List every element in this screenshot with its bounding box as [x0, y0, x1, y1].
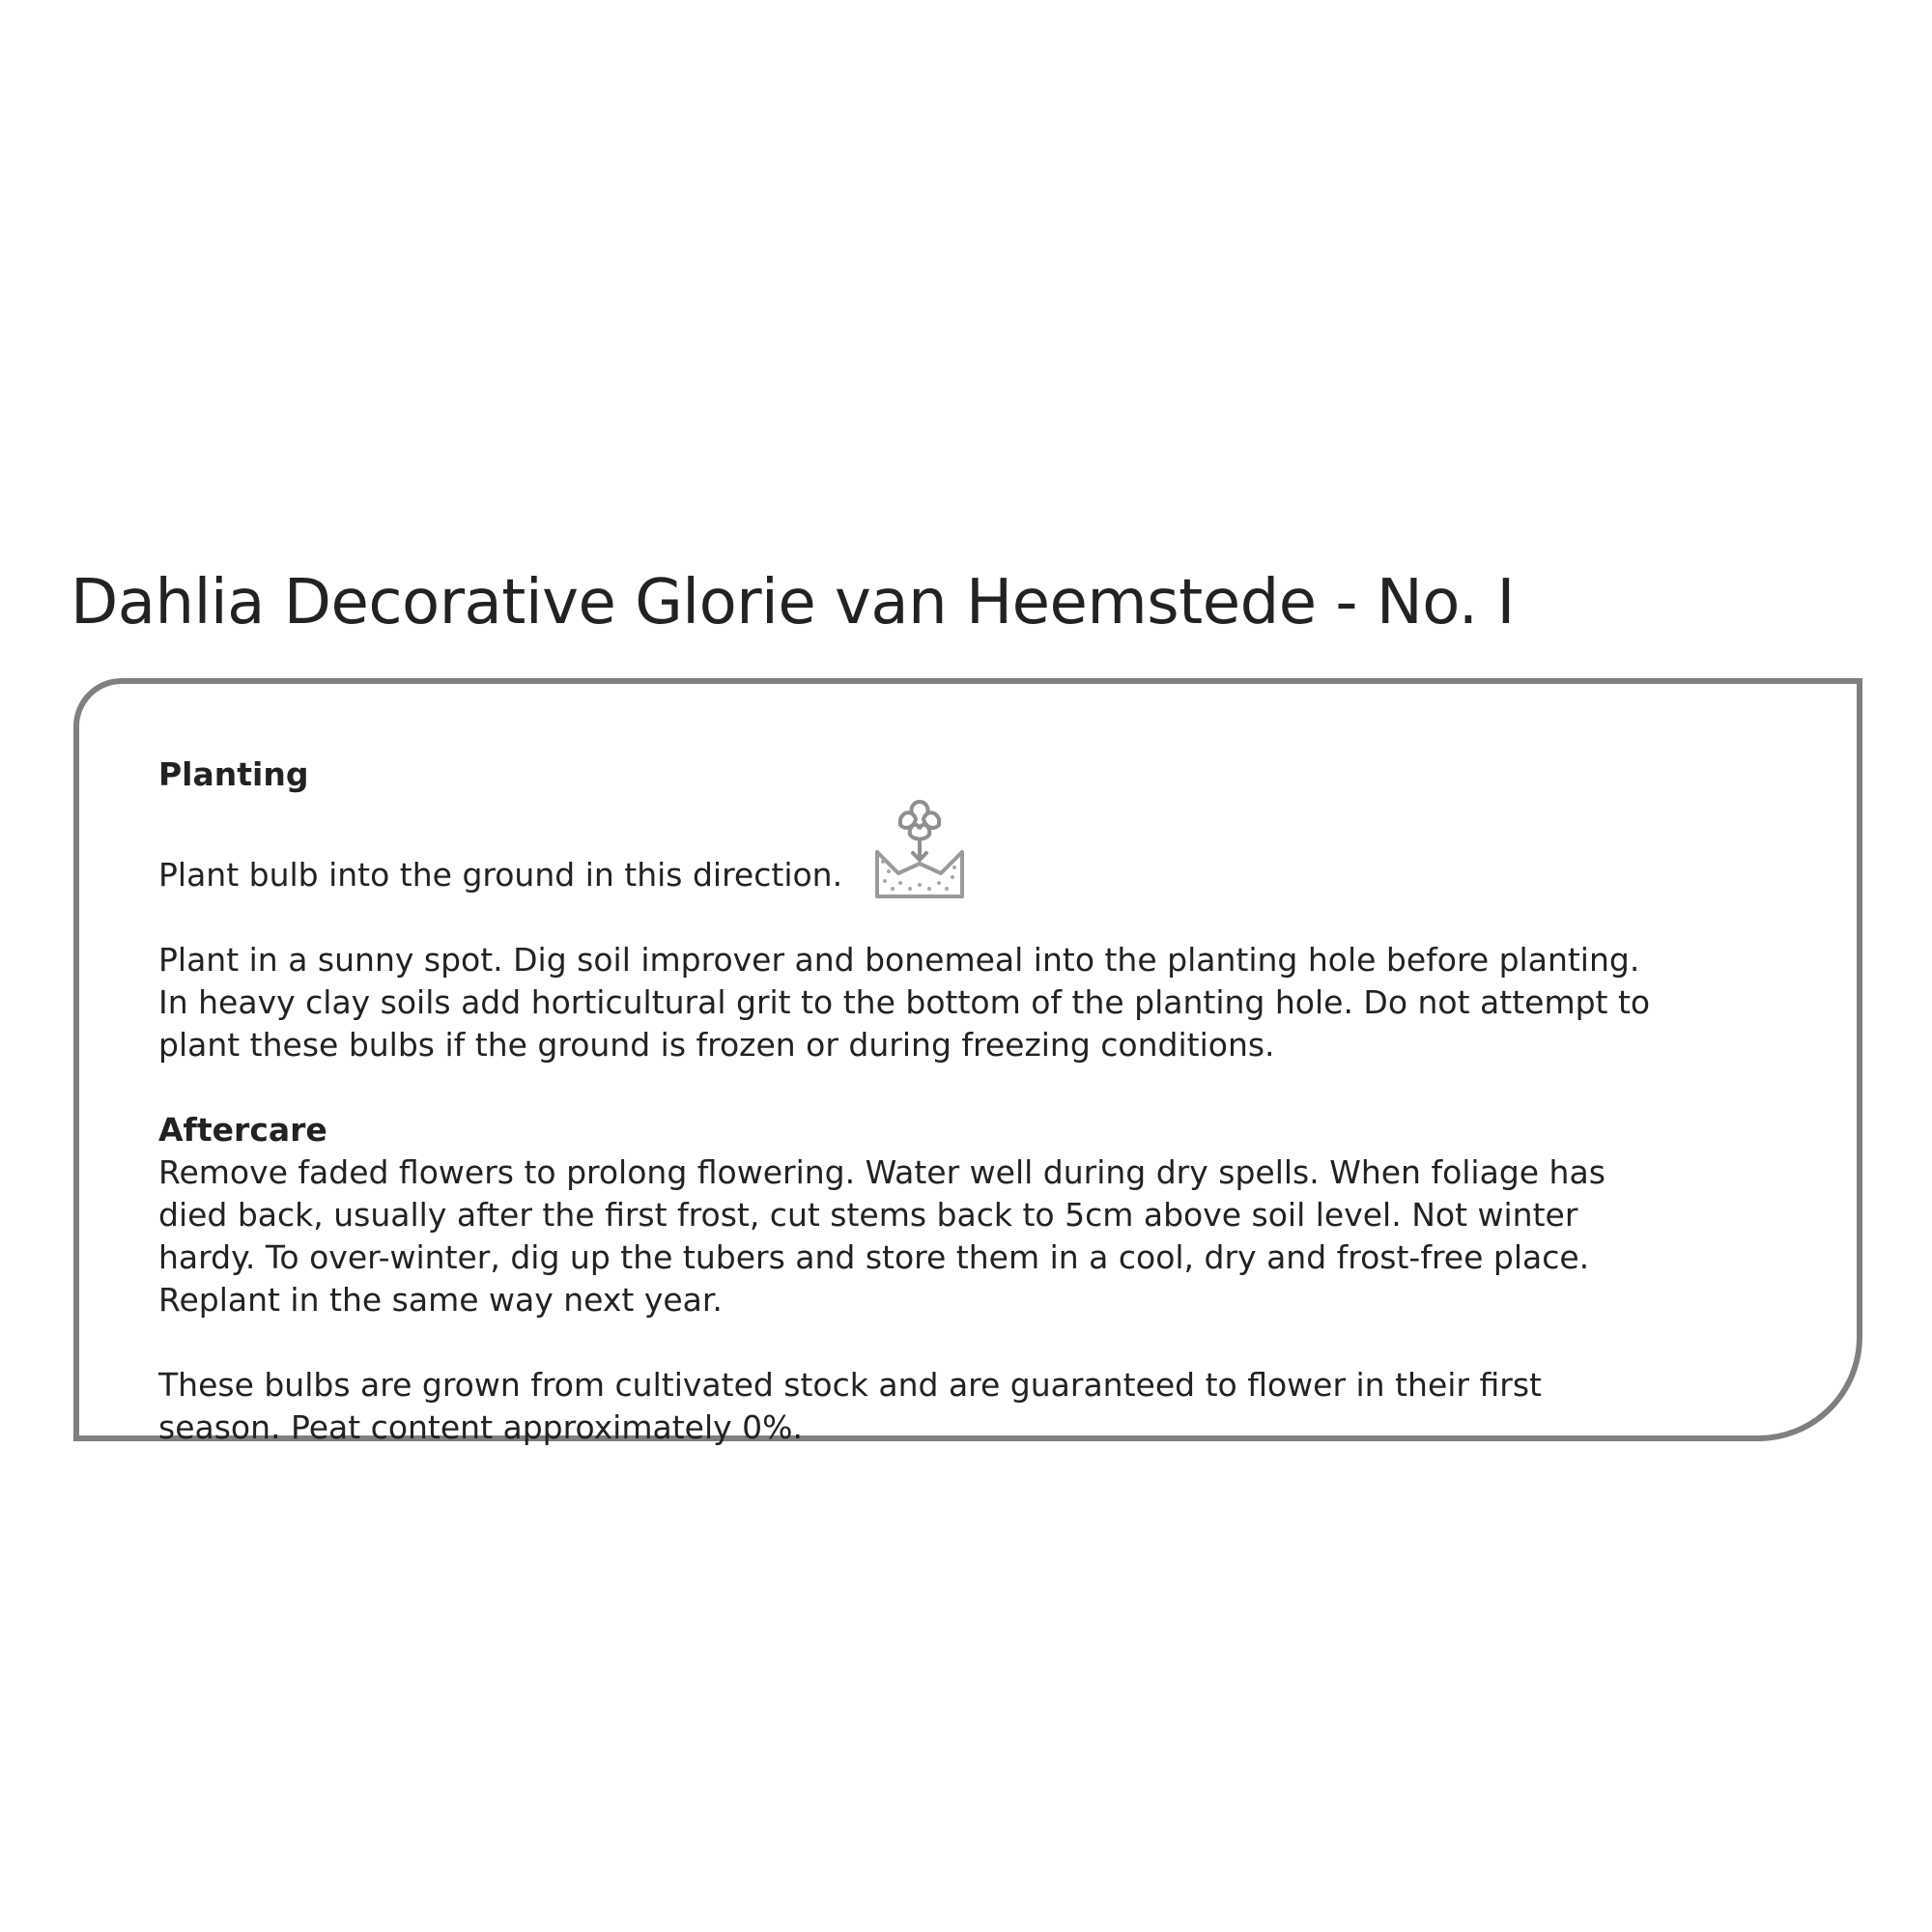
plant-bulb-direction-icon: [871, 796, 968, 904]
planting-body: Plant in a sunny spot. Dig soil improver and bonemeal into the planting hole before planting. In heavy clay soils add horticultural grit to the bottom of the planting hole. Do not attempt to plant these bulbs if the ground is frozen or during freezing conditions.: [158, 941, 1651, 1064]
planting-direction-text: Plant bulb into the ground in this direction.: [158, 856, 843, 894]
planting-heading: Planting: [158, 755, 309, 793]
product-title: Dahlia Decorative Glorie van Heemstede - No. I: [71, 567, 1515, 639]
guarantee-body: These bulbs are grown from cultivated stock and are guaranteed to flower in their first season. Peat content approximately 0%.: [158, 1366, 1542, 1446]
instructions-content: [158, 753, 1820, 1449]
planting-direction-row: [158, 796, 1820, 896]
aftercare-heading: Aftercare: [158, 1111, 327, 1149]
aftercare-body: Remove faded flowers to prolong flowering. Water well during dry spells. When foliage has died back, usually after the first frost, cut stems back to 5cm above soil level. Not winter hardy. To over-winter, dig up the tubers and store them in a cool, dry and frost-free place. Replant in the same way next year.: [158, 1153, 1605, 1319]
